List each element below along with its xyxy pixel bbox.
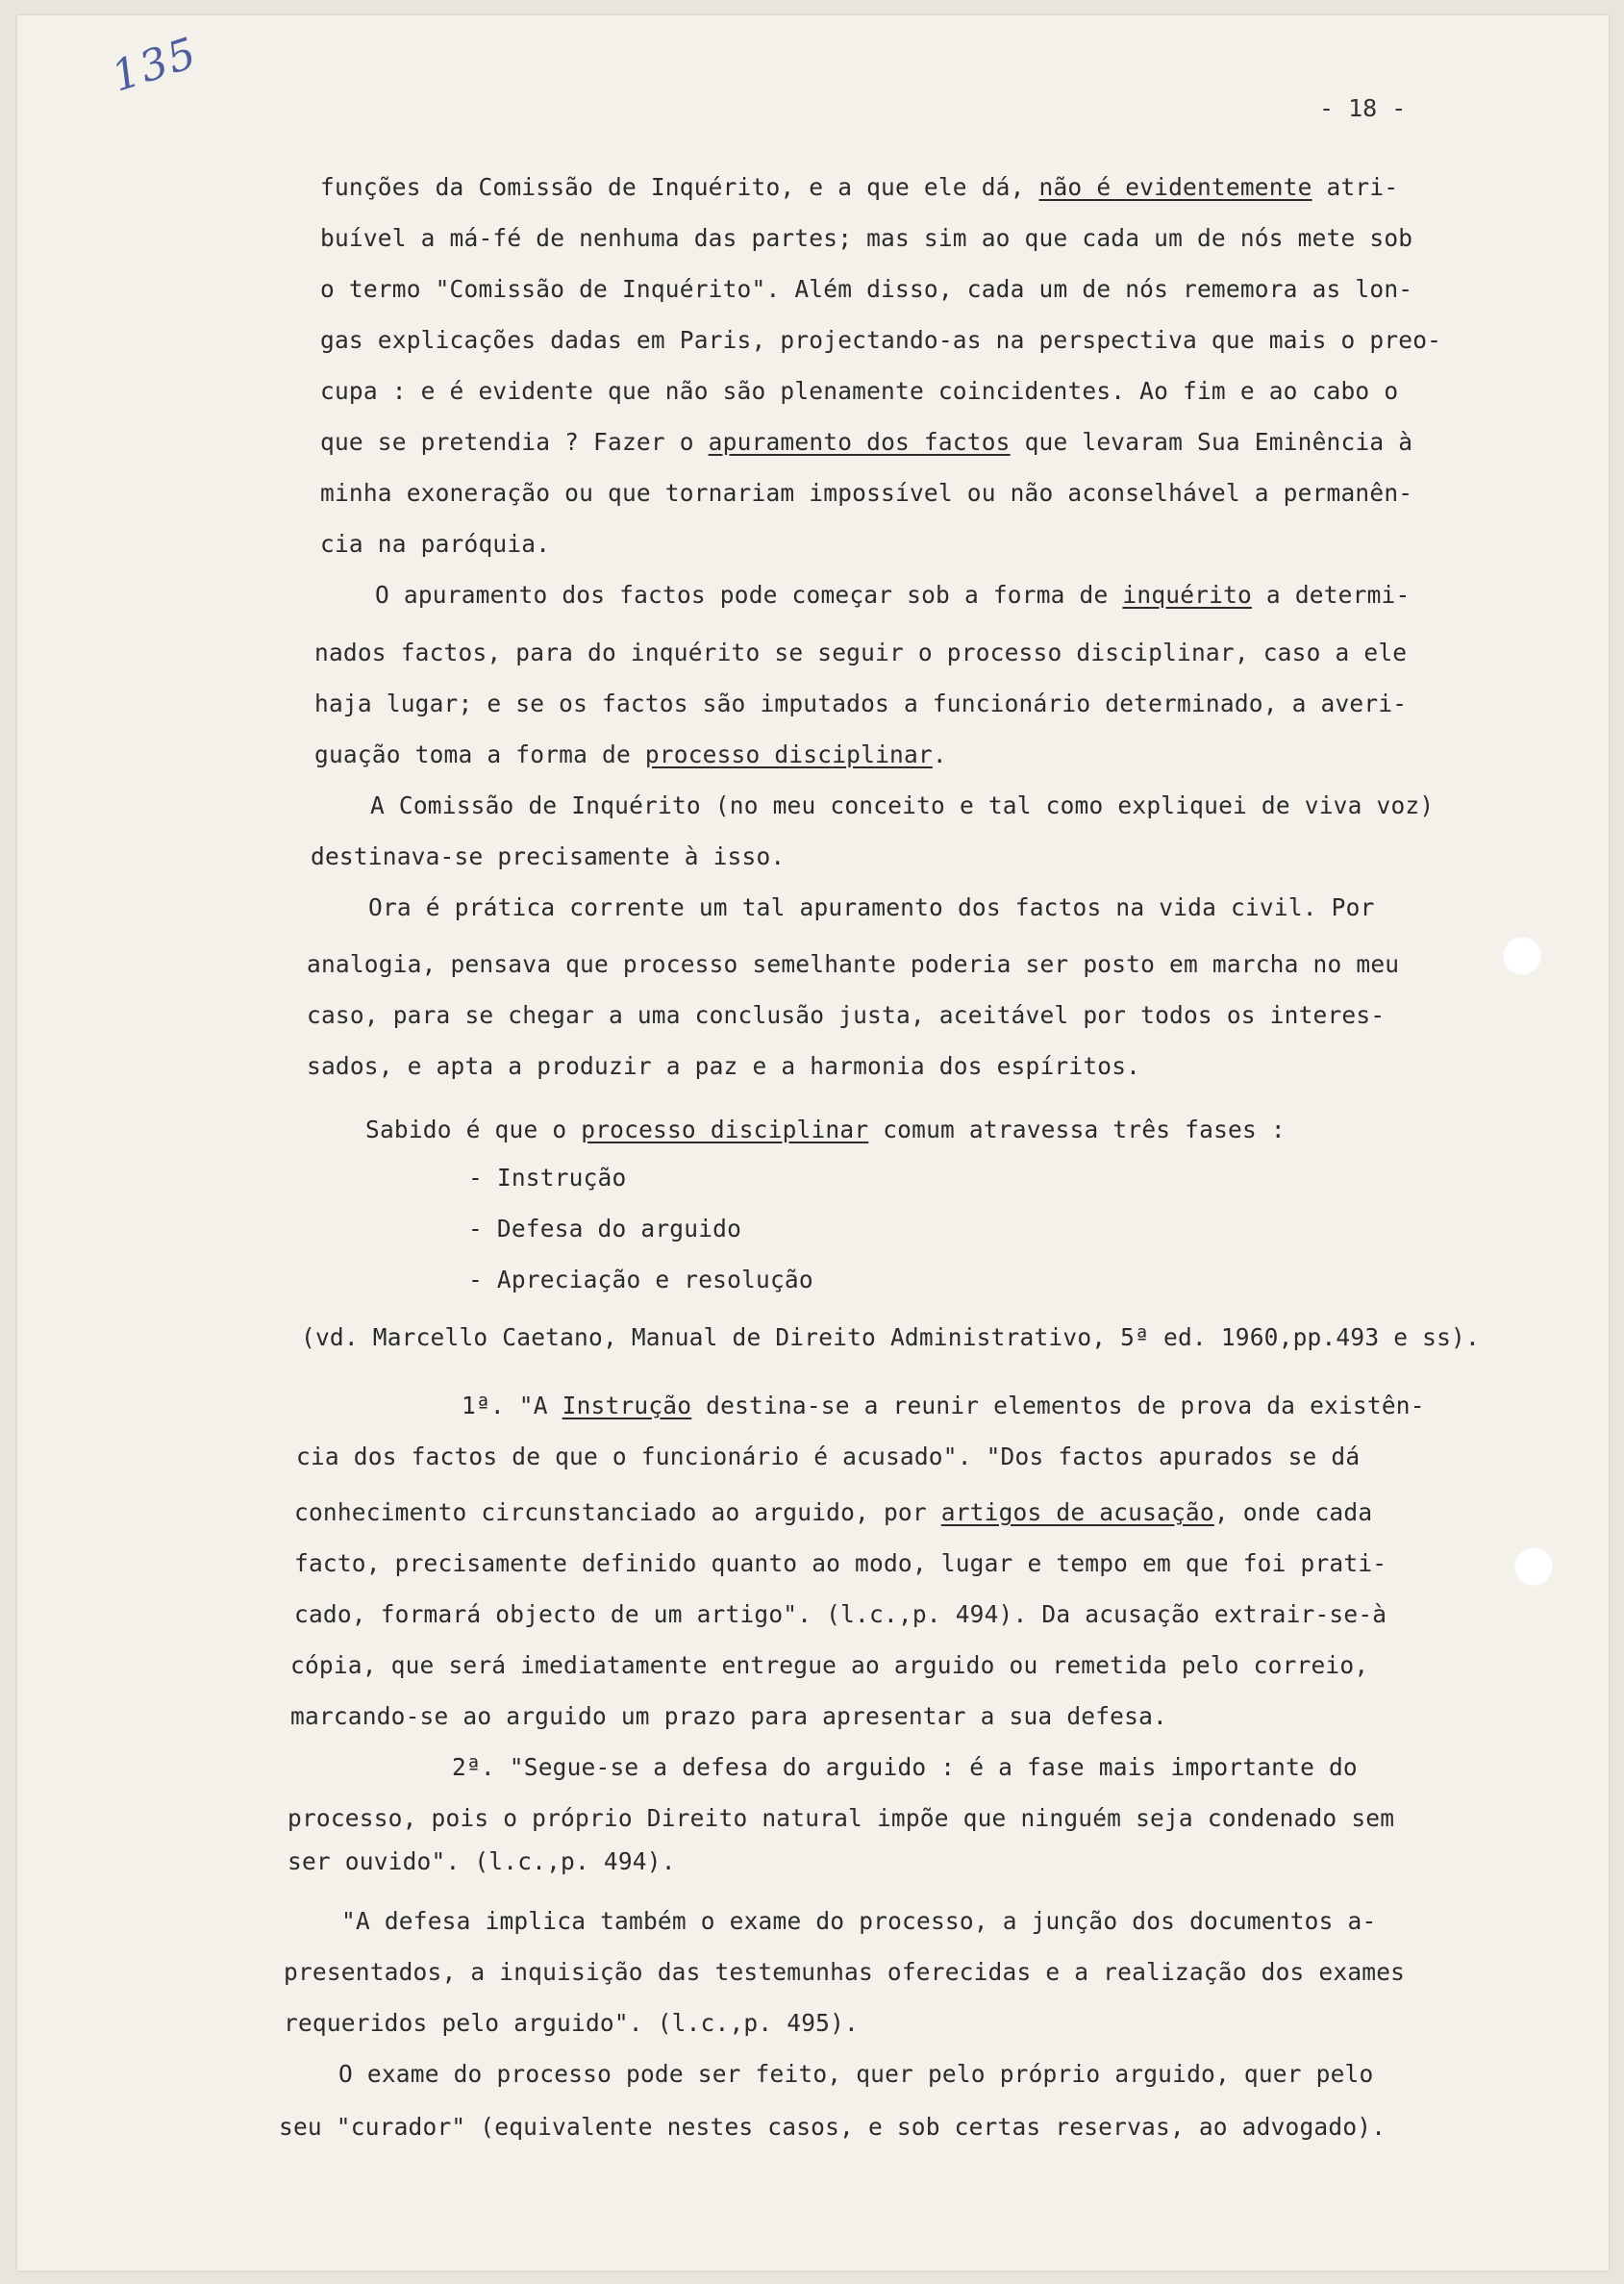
list-item: - Apreciação e resolução	[468, 1266, 813, 1293]
citation-line: (vd. Marcello Caetano, Manual de Direito Administrativo, 5ª ed. 1960,pp.493 e ss).	[301, 1323, 1480, 1351]
text-line: caso, para se chegar a uma conclusão justa, aceitável por todos os interes-	[307, 1001, 1386, 1029]
list-item: - Instrução	[468, 1164, 627, 1192]
text-line: cia na paróquia.	[320, 530, 551, 558]
underlined-phrase: processo disciplinar	[581, 1116, 869, 1143]
text-line: conhecimento circunstanciado ao arguido, por artigos de acusação, onde cada	[294, 1498, 1373, 1526]
text-line: 2ª. "Segue-se a defesa do arguido : é a fase mais importante do	[452, 1753, 1358, 1781]
text-line: 1ª. "A Instrução destina-se a reunir elementos de prova da existên-	[462, 1392, 1425, 1419]
text-line: ser ouvido". (l.c.,p. 494).	[287, 1847, 676, 1875]
page-number: - 18 -	[1319, 94, 1407, 122]
text-line: analogia, pensava que processo semelhante poderia ser posto em marcha no meu	[307, 950, 1400, 978]
punch-hole	[1503, 937, 1541, 975]
text-line: facto, precisamente definido quanto ao modo, lugar e tempo em que foi prati-	[294, 1549, 1387, 1577]
underlined-phrase: processo disciplinar	[644, 740, 933, 768]
text-line: A Comissão de Inquérito (no meu conceito e tal como expliquei de viva voz)	[370, 791, 1435, 819]
handwritten-folio-number: 135	[106, 28, 204, 102]
text-line: requeridos pelo arguido". (l.c.,p. 495).	[284, 2009, 860, 2037]
text-line: presentados, a inquisição das testemunhas oferecidas e a realização dos exames	[284, 1958, 1406, 1986]
text-line: O apuramento dos factos pode começar sob a forma de inquérito a determi-	[375, 581, 1411, 609]
text-line: Ora é prática corrente um tal apuramento dos factos na vida civil. Por	[368, 893, 1375, 921]
text-line: cia dos factos de que o funcionário é acusado". "Dos factos apurados se dá	[296, 1443, 1361, 1470]
text-line: cópia, que será imediatamente entregue ao arguido ou remetida pelo correio,	[290, 1651, 1369, 1679]
underlined-phrase: inquérito	[1122, 581, 1252, 609]
text-line: O exame do processo pode ser feito, quer pelo próprio arguido, quer pelo	[338, 2060, 1374, 2088]
underlined-phrase: apuramento dos factos	[708, 428, 1011, 456]
underlined-phrase: não é evidentemente	[1038, 173, 1312, 201]
text-line: que se pretendia ? Fazer o apuramento dos factos que levaram Sua Eminência à	[320, 428, 1413, 456]
list-item: - Defesa do arguido	[468, 1215, 742, 1242]
text-line: destinava-se precisamente à isso.	[311, 842, 786, 870]
text-line: o termo "Comissão de Inquérito". Além disso, cada um de nós rememora as lon-	[320, 275, 1413, 303]
text-line: "A defesa implica também o exame do processo, a junção dos documentos a-	[341, 1907, 1377, 1935]
text-line: nados factos, para do inquérito se seguir o processo disciplinar, caso a ele	[314, 639, 1408, 666]
underlined-phrase: artigos de acusação	[940, 1498, 1214, 1526]
text-line: sados, e apta a produzir a paz e a harmonia dos espíritos.	[307, 1052, 1141, 1080]
underlined-phrase: Instrução	[562, 1392, 692, 1419]
text-line: cupa : e é evidente que não são plenamente coincidentes. Ao fim e ao cabo o	[320, 377, 1399, 405]
text-line: processo, pois o próprio Direito natural impõe que ninguém seja condenado sem	[287, 1804, 1395, 1832]
text-line: marcando-se ao arguido um prazo para apresentar a sua defesa.	[290, 1702, 1167, 1730]
text-line: guação toma a forma de processo disciplinar.	[314, 740, 947, 768]
text-line: gas explicações dadas em Paris, projectando-as na perspectiva que mais o preo-	[320, 326, 1442, 354]
text-line: cado, formará objecto de um artigo". (l.c.,p. 494). Da acusação extrair-se-à	[294, 1600, 1387, 1628]
text-line: buível a má-fé de nenhuma das partes; mas sim ao que cada um de nós mete sob	[320, 224, 1413, 252]
text-line: minha exoneração ou que tornariam impossível ou não aconselhável a permanên-	[320, 479, 1413, 507]
text-line: seu "curador" (equivalente nestes casos, e sob certas reservas, ao advogado).	[279, 2113, 1387, 2141]
text-line: haja lugar; e se os factos são imputados a funcionário determinado, a averi-	[314, 690, 1408, 717]
text-line: funções da Comissão de Inquérito, e a que ele dá, não é evidentemente atri-	[320, 173, 1399, 201]
punch-hole	[1514, 1547, 1553, 1586]
text-line: Sabido é que o processo disciplinar comum atravessa três fases :	[365, 1116, 1286, 1143]
